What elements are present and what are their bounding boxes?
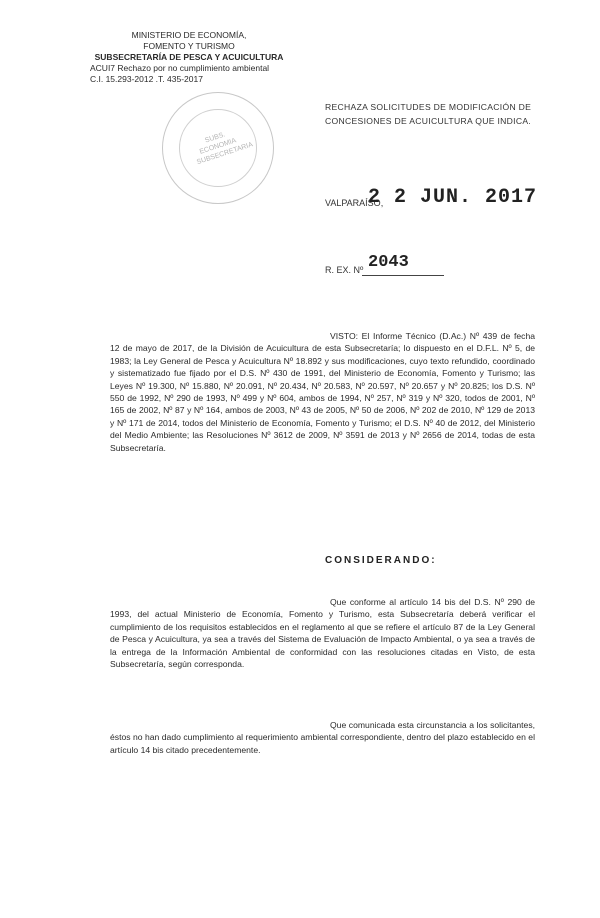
place-label: VALPARAÍSO, [325,198,384,208]
ministry-line-2: FOMENTO Y TURISMO [143,41,235,51]
considerando-paragraph-2 [110,719,535,756]
seal-text: SUBS. ECONOMIA SUBSECRETARIA [195,131,254,167]
reference-line-2: C.I. 15.293-2012 .T. 435-2017 [90,74,203,84]
considerando-paragraph-1 [110,596,535,670]
visto-paragraph [110,330,535,454]
ministry-line-1: MINISTERIO DE ECONOMÍA, [131,30,247,40]
reference-line-1: ACUI7 Rechazo por no cumplimiento ambiental [90,63,270,73]
subsecretaria-name: SUBSECRETARÍA DE PESCA Y ACUICULTURA [94,52,284,62]
resolution-number-label: R. EX. Nº [325,265,364,275]
date-stamp: 2 2 JUN. 2017 [368,186,538,209]
official-seal-stamp [162,92,274,204]
considerando-heading: CONSIDERANDO: [325,555,437,566]
considerando-1-text: Que conforme al artículo 14 bis del D.S. Nº 290 de 1993, del actual Ministerio de Economía, Fomento y Turismo, esta Subsecretaría deberá verificar el cumplimiento de los requisitos establecidos en el reglamento al que se refiere el artículo 87 de la Ley General de Pesca y Acuicultura, ya sea a través del Sistema de Evaluación de Impacto Ambiental, o ya sea a través de la entrega de la Información Ambiental de conformidad con las resoluciones citadas en Visto, de esta Subsecretaría, según corresponda. [110,597,535,670]
letterhead [84,30,294,85]
visto-text: VISTO: El Informe Técnico (D.Ac.) Nº 439 de fecha 12 de mayo de 2017, de la División de Acuicultura de esta Subsecretaría; lo dispuesto en el D.F.L. Nº 5, de 1983; la Ley General de Pesca y Acuicultura Nº 18.892 y sus modificaciones, cuyo texto refundido, coordinado y sistematizado fue fijado por el D.S. Nº 430 de 1991, del Ministerio de Economía, Fomento y Turismo; las Leyes Nº 19.300, Nº 15.880, Nº 20.091, Nº 20.434, Nº 20.583, Nº 20.597, Nº 20.657 y Nº 20.825; los D.S. Nº 550 de 1992, Nº 290 de 1993, Nº 499 y Nº 604, ambos de 1994, Nº 257, Nº 319 y Nº 320, todos de 2001, Nº 165 de 2002, Nº 87 y Nº 164, ambos de 2003, Nº 43 de 2005, Nº 50 de 2006, Nº 202 de 2010, Nº 129 de 2013 y Nº 171 de 2014, todos del Ministerio de Economía, Fomento y Turismo; el D.S. Nº 40 de 2012, del Ministerio del Medio Ambiente; las Resoluciones Nº 3612 de 2009, Nº 3591 de 2013 y Nº 2656 de 2014, todas de esta Subsecretaría. [110,331,535,453]
considerando-2-text: Que comunicada esta circunstancia a los solicitantes, éstos no han dado cumplimiento al requerimiento ambiental correspondiente, dentro del plazo establecido en el artículo 14 bis citado precedentemente. [110,720,535,755]
resolution-subject: RECHAZA SOLICITUDES DE MODIFICACIÓN DE CONCESIONES DE ACUICULTURA QUE INDICA. [325,102,532,126]
resolution-number-underline [362,275,444,276]
resolution-number-stamp: 2043 [368,253,409,272]
